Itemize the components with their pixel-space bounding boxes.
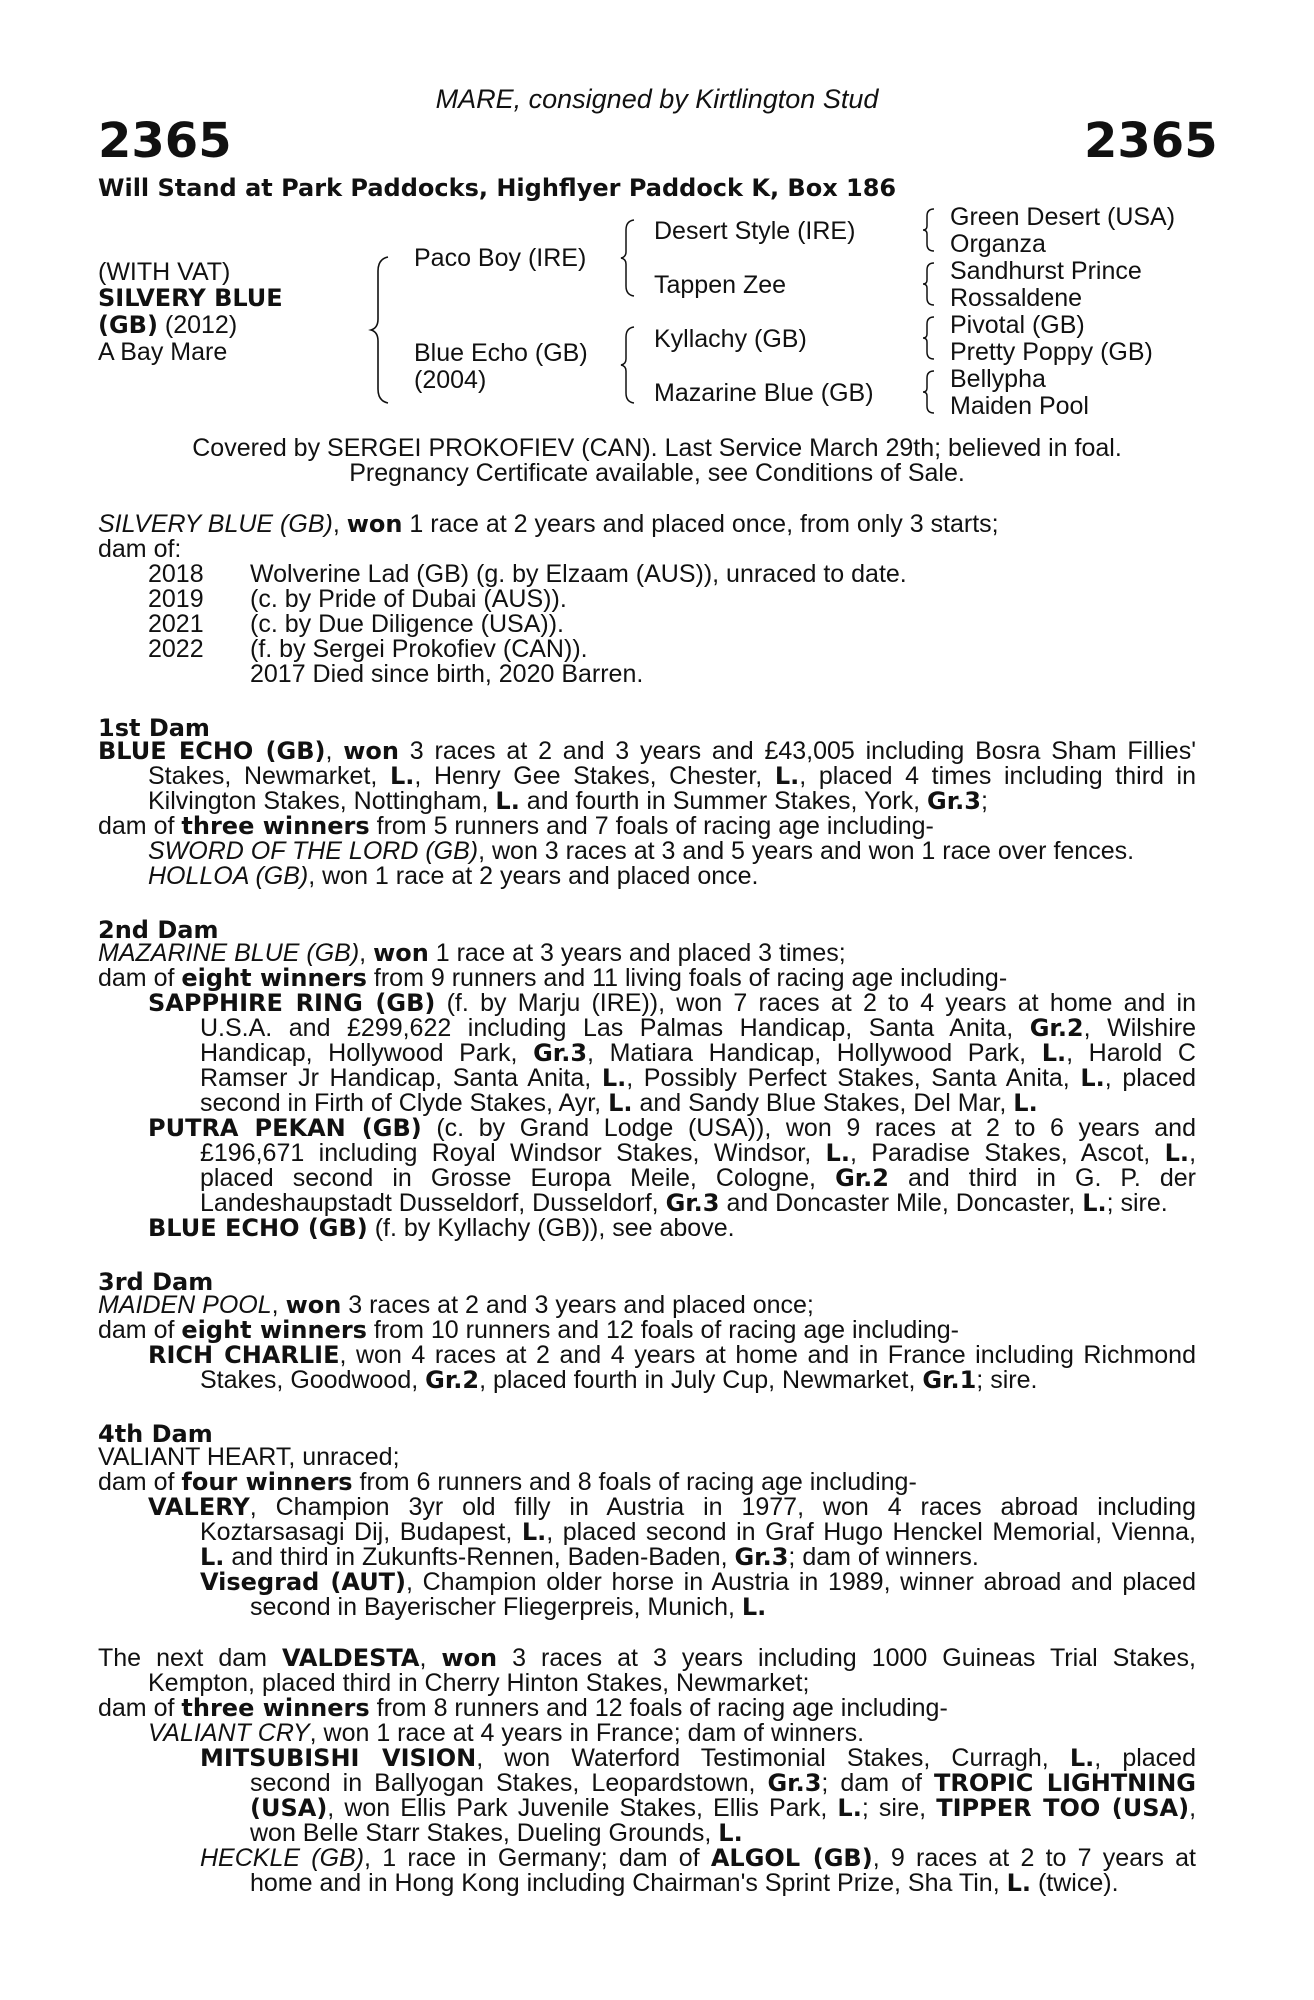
next-dam-line-4: VALIANT CRY, won 1 race at 4 years in France; dam of winners. xyxy=(148,1719,865,1747)
sapphire-line-2: U.S.A. and £299,622 including Las Palmas Handicap, Santa Anita, Gr.2, Wilshire xyxy=(200,1016,1196,1042)
valery-line-2: Koztarsasagi Dij, Budapest, L., placed second in Graf Hugo Henckel Memorial, Vienna, xyxy=(200,1520,1196,1546)
valery-line-1: VALERY, Champion 3yr old filly in Austria in 1977, won 4 races abroad including xyxy=(148,1495,1196,1521)
sapphire-line-1: SAPPHIRE RING (GB) (f. by Marju (IRE)), won 7 races at 2 to 4 years at home and in xyxy=(148,991,1196,1017)
heckle-line-2: home and in Hong Kong including Chairman's Sprint Prize, Sha Tin, L. (twice). xyxy=(250,1869,1119,1897)
rich-charlie-line-1: RICH CHARLIE, won 4 races at 2 and 4 years at home and in France including Richmond xyxy=(148,1343,1196,1369)
produce-text-1: Wolverine Lad (GB) (g. by Elzaam (AUS)), unraced to date. xyxy=(250,560,907,588)
heckle-line-1: HECKLE (GB), 1 race in Germany; dam of ALGOL (GB), 9 races at 2 to 7 years at xyxy=(200,1846,1196,1872)
mitsubishi-line-1: MITSUBISHI VISION, won Waterford Testimonial Stakes, Curragh, L., placed xyxy=(200,1746,1196,1772)
pedigree-dam-dam: Mazarine Blue (GB) xyxy=(654,379,874,407)
pedigree-dam-sire: Kyllachy (GB) xyxy=(654,325,807,353)
pedigree-dss: Pivotal (GB) xyxy=(950,311,1085,339)
produce-note: 2017 Died since birth, 2020 Barren. xyxy=(250,660,644,688)
first-dam-line-2: Stakes, Newmarket, L., Henry Gee Stakes, Chester, L., placed 4 times including third in xyxy=(148,764,1196,790)
sapphire-line-4: Ramser Jr Handicap, Santa Anita, L., Possibly Perfect Stakes, Santa Anita, L., placed xyxy=(200,1066,1196,1092)
first-dam-line-5: SWORD OF THE LORD (GB), won 3 races at 3 and 5 years and won 1 race over fences. xyxy=(148,837,1135,865)
lot-number-right: 2365 xyxy=(1084,113,1218,169)
fourth-dam-line-1: VALIANT HEART, unraced; xyxy=(98,1443,400,1471)
putra-line-2: £196,671 including Royal Windsor Stakes, Windsor, L., Paradise Stakes, Ascot, L., xyxy=(200,1141,1196,1167)
first-dam-line-4: dam of three winners from 5 runners and 7 foals of racing age including- xyxy=(98,812,934,840)
third-dam-line-2: dam of eight winners from 10 runners and 12 foals of racing age including- xyxy=(98,1316,959,1344)
pedigree-ddd: Maiden Pool xyxy=(950,392,1089,420)
pedigree-bracket-dam xyxy=(620,325,636,405)
pedigree-dam: Blue Echo (GB) xyxy=(414,339,588,367)
pedigree-bracket-main xyxy=(370,255,390,405)
blue-echo-line: BLUE ECHO (GB) (f. by Kyllachy (GB)), see above. xyxy=(148,1214,735,1242)
produce-text-3: (c. by Due Diligence (USA)). xyxy=(250,610,564,638)
covered-line-2: Pregnancy Certificate available, see Conditions of Sale. xyxy=(349,459,965,487)
mitsubishi-line-4: won Belle Starr Stakes, Dueling Grounds, L. xyxy=(250,1819,743,1847)
pedigree-sire-dam: Tappen Zee xyxy=(654,271,787,299)
pedigree-dsd: Pretty Poppy (GB) xyxy=(950,338,1153,366)
pedigree-bracket-g3-1 xyxy=(922,207,936,253)
covered-line-1: Covered by SERGEI PROKOFIEV (CAN). Last Service March 29th; believed in foal. xyxy=(192,434,1122,462)
first-dam-heading: 1st Dam xyxy=(98,714,210,742)
produce-dam-of: dam of: xyxy=(98,535,182,563)
pedigree-bracket-g3-3 xyxy=(922,315,936,361)
horse-origin-year: (GB) (2012) xyxy=(98,311,238,339)
first-dam-line-3: Kilvington Stakes, Nottingham, L. and fourth in Summer Stakes, York, Gr.3; xyxy=(148,787,988,815)
lot-subtitle: MARE, consigned by Kirtlington Stud xyxy=(435,84,879,114)
pedigree-bracket-g3-2 xyxy=(922,261,936,307)
lot-number-left: 2365 xyxy=(98,113,232,169)
pedigree-sss: Green Desert (USA) xyxy=(950,203,1176,231)
horse-name: SILVERY BLUE xyxy=(98,284,283,312)
fourth-dam-line-2: dam of four winners from 6 runners and 8 foals of racing age including- xyxy=(98,1468,917,1496)
next-dam-line-3: dam of three winners from 8 runners and 12 foals of racing age including- xyxy=(98,1694,948,1722)
pedigree-sire: Paco Boy (IRE) xyxy=(414,244,587,272)
produce-year-1: 2018 xyxy=(148,560,204,588)
first-dam-line-1: BLUE ECHO (GB), won 3 races at 2 and 3 years and £43,005 including Bosra Sham Fillies' xyxy=(98,739,1196,765)
stand-location: Will Stand at Park Paddocks, Highflyer Paddock K, Box 186 xyxy=(98,174,897,202)
visegrad-line-2: second in Bayerischer Fliegerpreis, Munich, L. xyxy=(250,1593,767,1621)
pedigree-ssd: Organza xyxy=(950,230,1046,258)
horse-vat: (WITH VAT) xyxy=(98,258,231,286)
sapphire-line-5: second in Firth of Clyde Stakes, Ayr, L. and Sandy Blue Stakes, Del Mar, L. xyxy=(200,1089,1038,1117)
produce-year-3: 2021 xyxy=(148,610,204,638)
produce-text-2: (c. by Pride of Dubai (AUS)). xyxy=(250,585,567,613)
putra-line-3: placed second in Grosse Europa Meile, Cologne, Gr.2 and third in G. P. der xyxy=(200,1166,1196,1192)
fourth-dam-heading: 4th Dam xyxy=(98,1420,213,1448)
pedigree-bracket-g3-4 xyxy=(922,369,936,415)
pedigree-dds: Bellypha xyxy=(950,365,1046,393)
pedigree-sire-sire: Desert Style (IRE) xyxy=(654,217,856,245)
next-dam-line-2: Kempton, placed third in Cherry Hinton Stakes, Newmarket; xyxy=(148,1669,810,1697)
second-dam-line-1: MAZARINE BLUE (GB), won 1 race at 3 years and placed 3 times; xyxy=(98,939,846,967)
pedigree-sdd: Rossaldene xyxy=(950,284,1083,312)
third-dam-heading: 3rd Dam xyxy=(98,1268,214,1296)
mitsubishi-line-2: second in Ballyogan Stakes, Leopardstown, Gr.3; dam of TROPIC LIGHTNING xyxy=(250,1771,1196,1797)
pedigree-bracket-sire xyxy=(620,218,636,298)
first-dam-line-6: HOLLOA (GB), won 1 race at 2 years and placed once. xyxy=(148,862,759,890)
produce-text-4: (f. by Sergei Prokofiev (CAN)). xyxy=(250,635,588,663)
putra-line-1: PUTRA PEKAN (GB) (c. by Grand Lodge (USA)), won 9 races at 2 to 6 years and xyxy=(148,1116,1196,1142)
second-dam-line-2: dam of eight winners from 9 runners and 11 living foals of racing age including- xyxy=(98,964,1008,992)
third-dam-line-1: MAIDEN POOL, won 3 races at 2 and 3 years and placed once; xyxy=(98,1291,814,1319)
mitsubishi-line-3: (USA), won Ellis Park Juvenile Stakes, Ellis Park, L.; sire, TIPPER TOO (USA), xyxy=(250,1796,1196,1822)
next-dam-line-1: The next dam VALDESTA, won 3 races at 3 years including 1000 Guineas Trial Stakes, xyxy=(98,1646,1196,1672)
putra-line-4: Landeshaupstadt Dusseldorf, Dusseldorf, Gr.3 and Doncaster Mile, Doncaster, L.; sire. xyxy=(200,1189,1168,1217)
produce-intro: SILVERY BLUE (GB), won 1 race at 2 years and placed once, from only 3 starts; xyxy=(98,510,999,538)
visegrad-line-1: Visegrad (AUT), Champion older horse in Austria in 1989, winner abroad and placed xyxy=(200,1570,1196,1596)
produce-year-2: 2019 xyxy=(148,585,204,613)
second-dam-heading: 2nd Dam xyxy=(98,916,219,944)
sapphire-line-3: Handicap, Hollywood Park, Gr.3, Matiara Handicap, Hollywood Park, L., Harold C xyxy=(200,1041,1196,1067)
horse-description: A Bay Mare xyxy=(98,338,228,366)
produce-year-4: 2022 xyxy=(148,635,204,663)
rich-charlie-line-2: Stakes, Goodwood, Gr.2, placed fourth in July Cup, Newmarket, Gr.1; sire. xyxy=(200,1366,1038,1394)
valery-line-3: L. and third in Zukunfts-Rennen, Baden-Baden, Gr.3; dam of winners. xyxy=(200,1543,979,1571)
pedigree-dam-year: (2004) xyxy=(414,366,487,394)
pedigree-sds: Sandhurst Prince xyxy=(950,257,1142,285)
